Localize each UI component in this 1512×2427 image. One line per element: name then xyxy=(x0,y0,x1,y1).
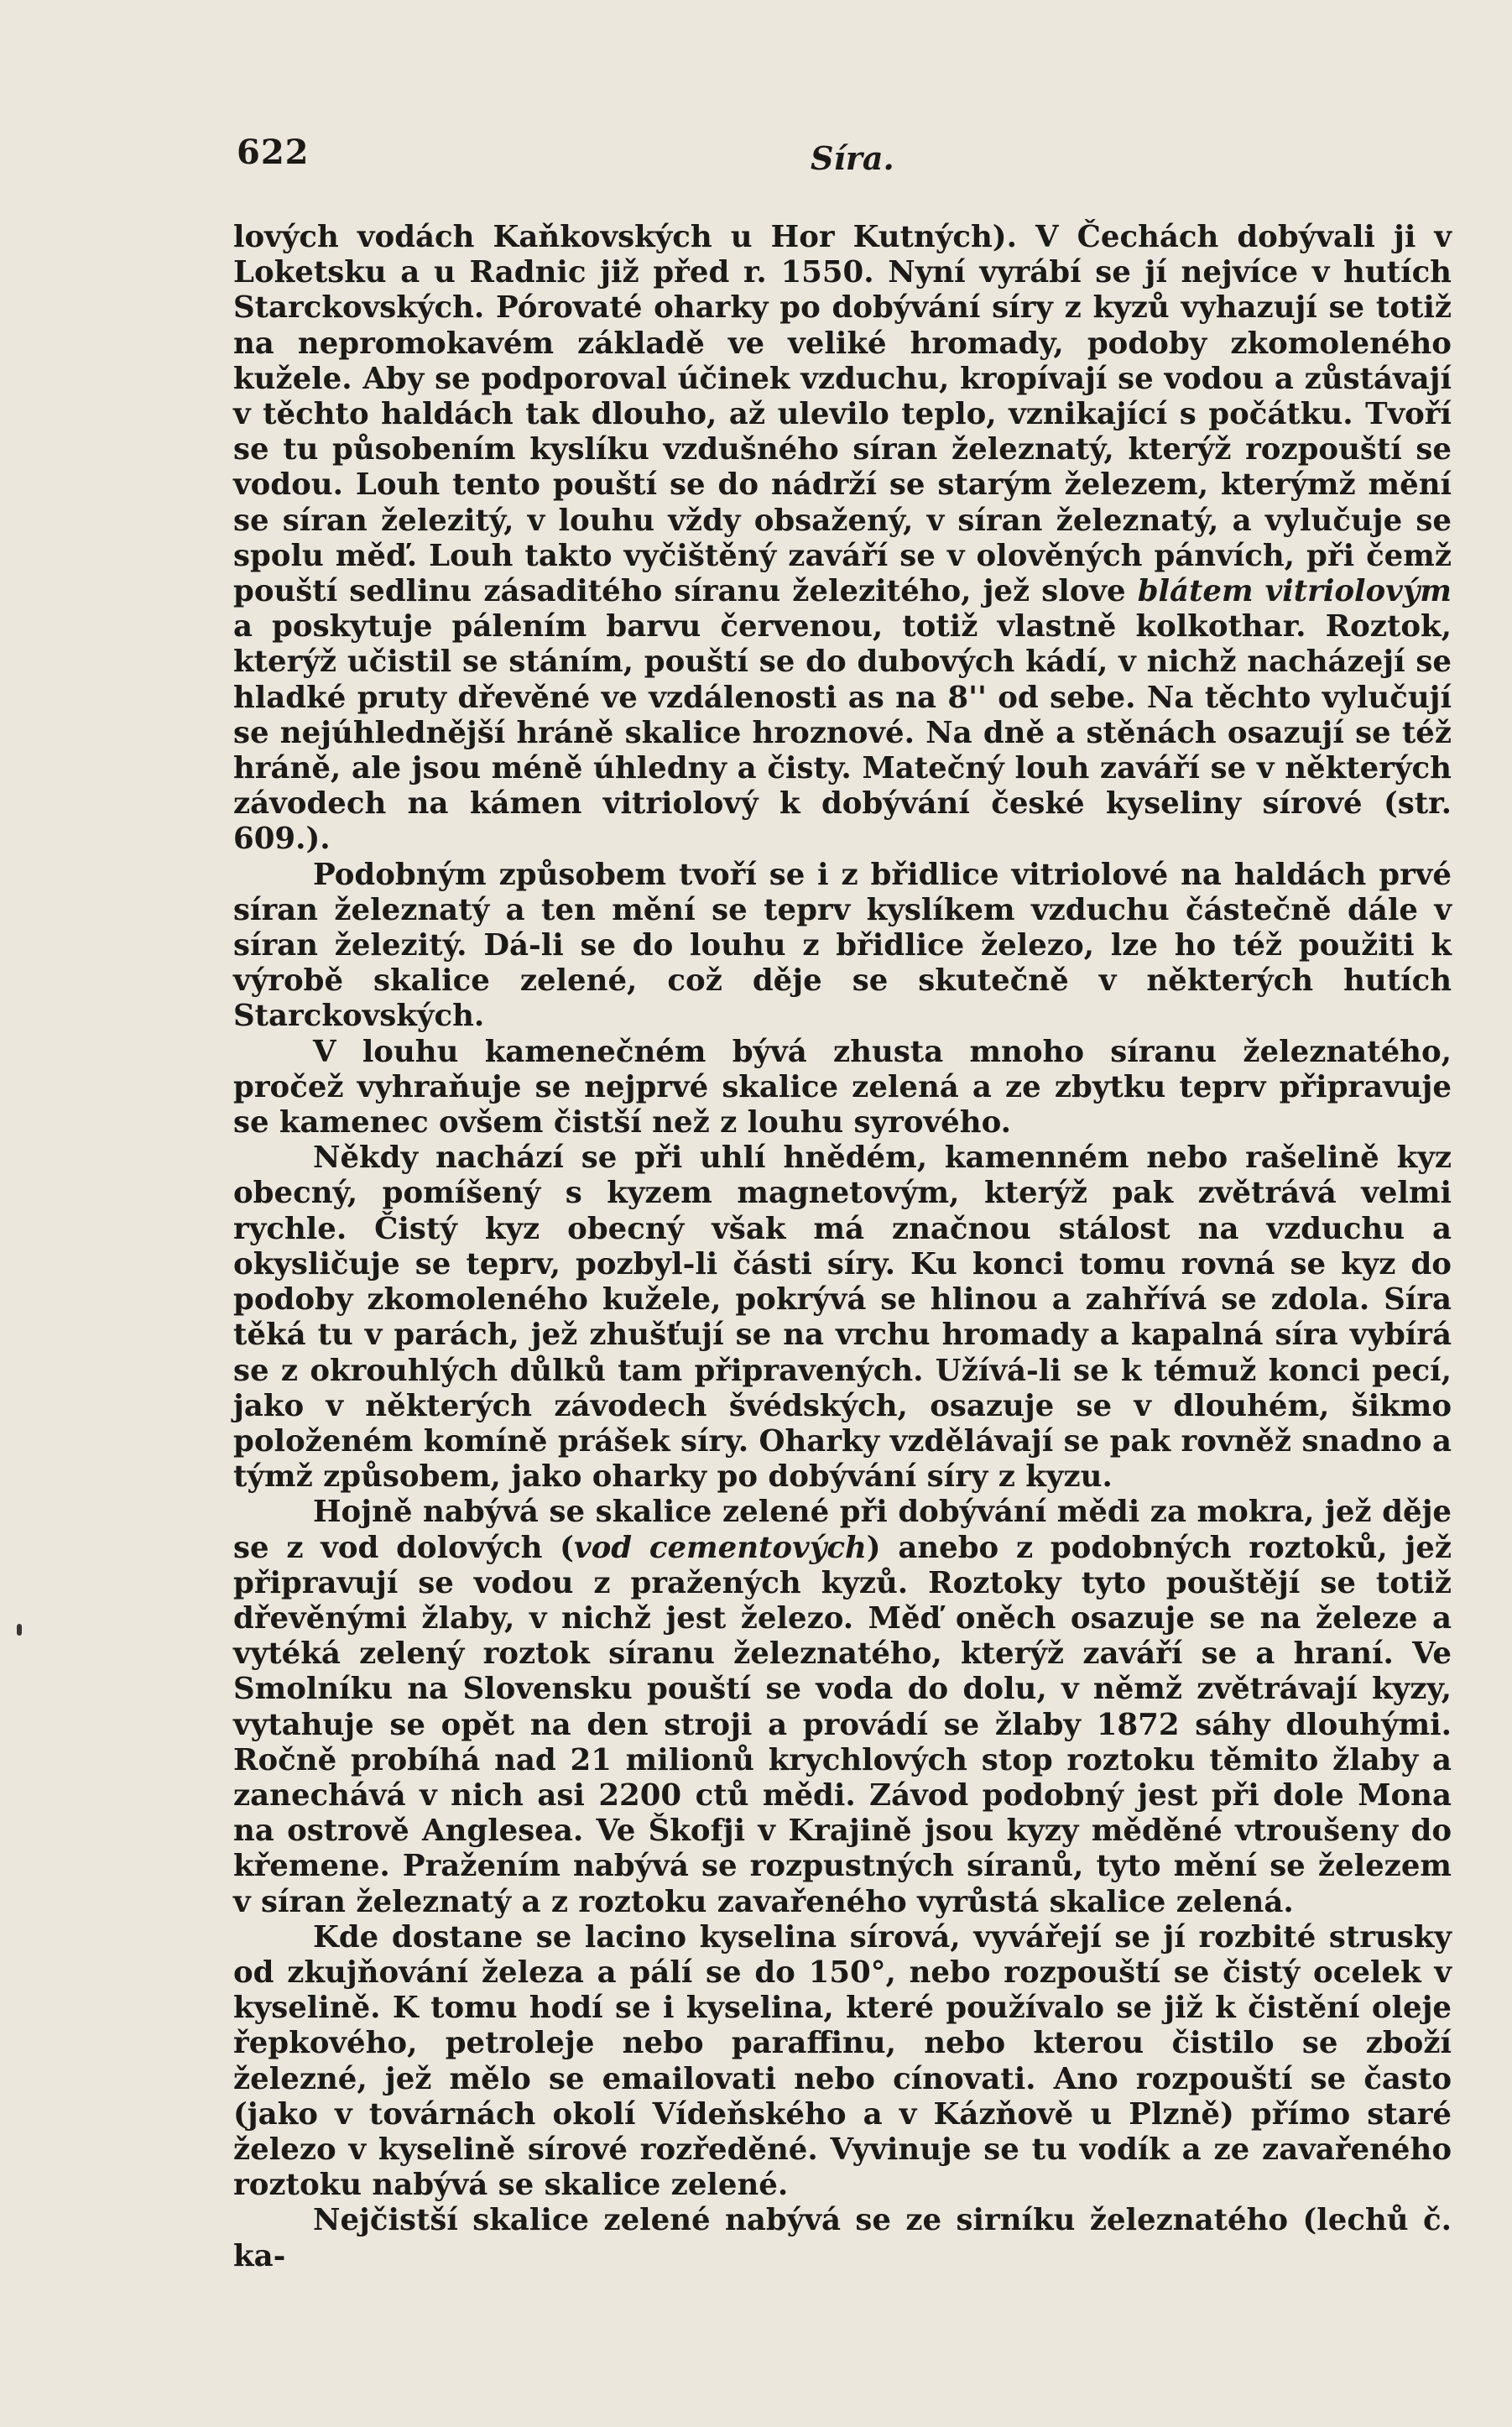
text-run: Podobným způsobem tvoří se i z břidlice vitriolové na haldách prvé síran železnatý a ten mění se teprv kyslíkem vzduchu částečně dále v síran železitý. Dá-li se do louhu z břidlice železo, lze ho též použiti k výrobě skalice zelené, což děje se skutečně v některých hutích Starckovských. xyxy=(233,857,1452,1034)
italic-term: blátem vitriolovým xyxy=(1137,574,1452,609)
text-run: lových vodách Kaňkovských u Hor Kutných). V Čechách dobývali ji v Loketsku a u Radnic již před r. 1550. Nyní vyrábí se jí nejvíce v hutích Starckovských. Pórovaté oharky po dobývání síry z kyzů vyhazují se totiž na nepromokavém základě ve veliké hromady, podoby zkomoleného kužele. Aby se podporoval účinek vzduchu, kropívají se vodou a zůstávají v těchto haldách tak dlouho, až ulevilo teplo, vznikající s počátku. Tvoří se tu působením kyslíku vzdušného síran železnatý, kterýž rozpouští se vodou. Louh tento pouští se do nádrží se starým železem, kterýmž mění se síran železitý, v louhu vždy obsažený, v síran železnatý, a vylučuje se spolu měď. Louh takto vyčištěný zaváří se v olověných pánvích, při čemž pouští sedlinu zásaditého síranu železitého, jež slove xyxy=(233,220,1452,609)
paragraph xyxy=(233,220,1452,858)
paragraph xyxy=(233,2203,1452,2273)
body-text xyxy=(233,220,1452,2274)
gutter-mark xyxy=(17,1624,22,1636)
text-run: V louhu kamenečném bývá zhusta mnoho síranu železnatého, pročež vyhraňuje se nejprvé skalice zelená a ze zbytku teprv připravuje se kamenec ovšem čistší než z louhu syrového. xyxy=(233,1034,1452,1140)
text-run: Nejčistší skalice zelené nabývá se ze sirníku železnatého (lechů č. ka- xyxy=(233,2203,1452,2273)
text-run: Někdy nachází se při uhlí hnědém, kamenném nebo rašelině kyz obecný, pomíšený s kyzem magnetovým, kterýž pak zvětrává velmi rychle. Čistý kyz obecný však má značnou stálost na vzduchu a okysličuje se teprv, pozbyl-li části síry. Ku konci tomu rovná se kyz do podoby zkomoleného kužele, pokrývá se hlinou a zahřívá se zdola. Síra těká tu v parách, jež zhušťují se na vrchu hromady a kapalná síra vybírá se z okrouhlých důlků tam připravených. Užívá-li se k témuž konci pecí, jako v některých závodech švédských, osazuje se v dlouhém, šikmo položeném komíně prášek síry. Oharky vzdělávají se pak rovněž snadno a týmž způsobem, jako oharky po dobývání síry z kyzu. xyxy=(233,1140,1452,1495)
text-run: Kde dostane se lacino kyselina sírová, vyvářejí se jí rozbité strusky od zkujňování železa a pálí se do 150°, nebo rozpouští se čistý ocelek v kyselině. K tomu hodí se i kyselina, které používalo se již k čistění oleje řepkového, petroleje nebo paraffinu, nebo kterou čistilo se zboží železné, jež mělo se emailovati nebo cínovati. Ano rozpouští se často (jako v továrnách okolí Vídeňského a v Kázňově u Plzně) přímo staré železo v kyselině sírové rozředěné. Vyvinuje se tu vodík a ze zavařeného roztoku nabývá se skalice zelené. xyxy=(233,1919,1452,2203)
page-number: 622 xyxy=(237,133,310,172)
italic-term: vod cementových xyxy=(573,1530,867,1565)
page-header xyxy=(235,133,1460,183)
paragraph xyxy=(233,1920,1452,2204)
paragraph xyxy=(233,1140,1452,1495)
text-run: Hojně nabývá se skalice zelené při dobývání mědi za mokra, jež děje se z vod dolových ( xyxy=(233,1495,1452,1565)
paragraph xyxy=(233,858,1452,1035)
text-run: a poskytuje pálením barvu červenou, totiž vlastně kolkothar. Roztok, kterýž učistil se stáním, pouští se do dubových kádí, v nichž nacházejí se hladké pruty dřevěné ve vzdálenosti as na 8'' od sebe. Na těchto vylučují se nejúhlednější hráně skalice hroznové. Na dně a stěnách osazují se též hráně, ale jsou méně úhledny a čisty. Matečný louh zaváří se v některých závodech na kámen vitriolový k dobývání české kyseliny sírové (str. 609.). xyxy=(233,609,1452,857)
running-title: Síra. xyxy=(811,139,894,177)
text-run: ) anebo z podobných roztoků, jež připravují se vodou z pražených kyzů. Roztoky tyto pouštějí se totiž dřevěnými žlaby, v nichž jest železo. Měď oněch osazuje se na železe a vytéká zelený roztok síranu železnatého, kterýž zaváří se a hraní. Ve Smolníku na Slovensku pouští se voda do dolu, v němž zvětrávají kyzy, vytahuje se opět na den stroji a provádí se žlaby 1872 sáhy dlouhými. Ročně probíhá nad 21 milionů krychlových stop roztoku těmito žlaby a zanechává v nich asi 2200 ctů mědi. Závod podobný jest při dole Mona na ostrově Anglesea. Ve Škofji v Krajině jsou kyzy měděné vtroušeny do křemene. Pražením nabývá se rozpustných síranů, tyto mění se železem v síran železnatý a z roztoku zavařeného vyrůstá skalice zelená. xyxy=(233,1530,1452,1919)
paragraph xyxy=(233,1495,1452,1919)
paragraph xyxy=(233,1035,1452,1141)
